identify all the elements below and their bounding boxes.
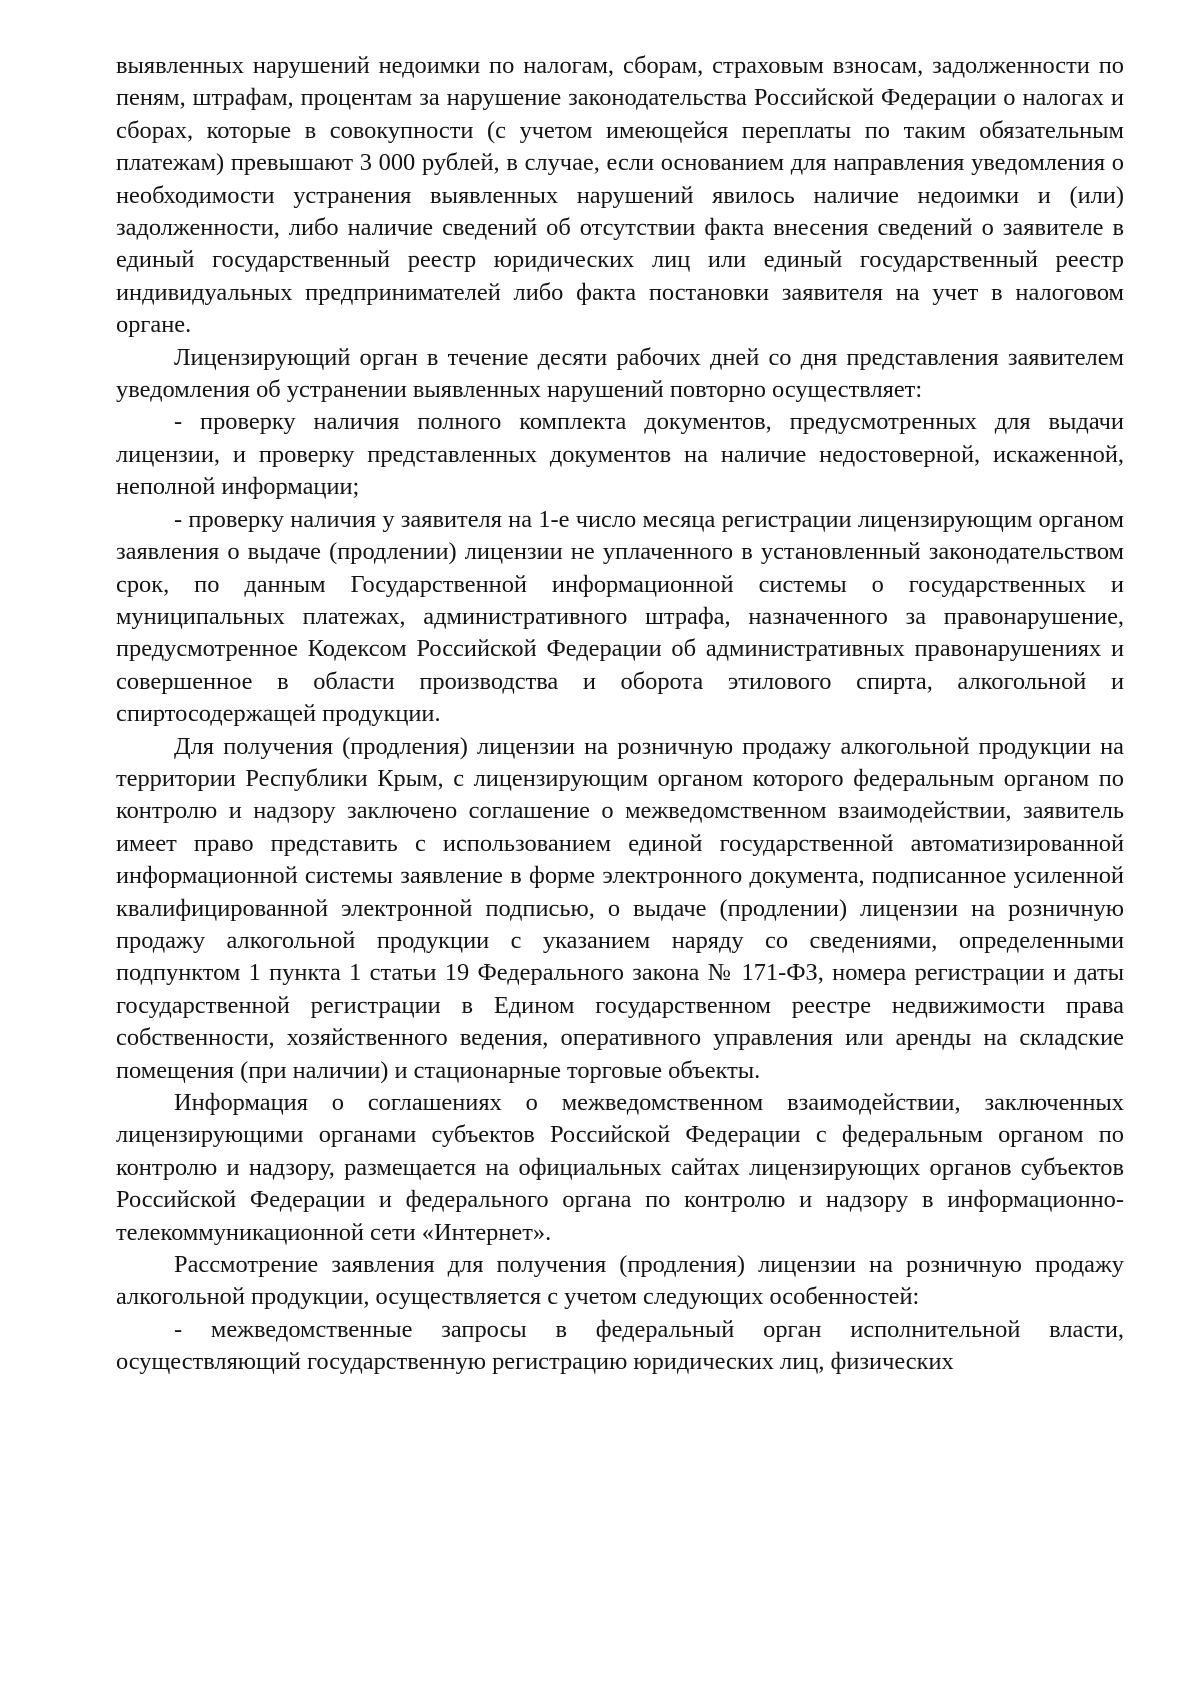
paragraph-agreements-info: Информация о соглашениях о межведомственном взаимодействии, заключенных лицензирующими органами субъектов Российской Федерации с федеральным органом по контролю и надзору, размещается на официальных сайтах лицензирующих органов субъектов Российской Федерации и федерального органа по контролю и надзору в информационно-телекоммуникационной сети «Интернет».: [116, 1089, 1124, 1246]
paragraph-interagency-requests: - межведомственные запросы в федеральный орган исполнительной власти, осуществляющий государственную регистрацию юридических лиц, физических: [116, 1315, 1124, 1376]
document-body: [116, 50, 1124, 1379]
paragraph-licensing-body-recheck: Лицензирующий орган в течение десяти рабочих дней со дня представления заявителем уведомления об устранении выявленных нарушений повторно осуществляет:: [116, 343, 1124, 404]
paragraph-continuation: выявленных нарушений недоимки по налогам, сборам, страховым взносам, задолженности по пеням, штрафам, процентам за нарушение законодательства Российской Федерации о налогах и сборах, которые в совокупности (с учетом имеющейся переплаты по таким обязательным платежам) превышают 3 000 рублей, в случае, если основанием для направления уведомления о необходимости устранения выявленных нарушений явилось наличие недоимки и (или) задолженности, либо наличие сведений об отсутствии факта внесения сведений о заявителе в единый государственный реестр юридических лиц или единый государственный реестр индивидуальных предпринимателей либо факта постановки заявителя на учет в налоговом органе.: [116, 52, 1124, 339]
paragraph-document-completeness-check: - проверку наличия полного комплекта документов, предусмотренных для выдачи лицензии, и проверку представленных документов на наличие недостоверной, искаженной, неполной информации;: [116, 408, 1124, 501]
paragraph-crimea-license: Для получения (продления) лицензии на розничную продажу алкогольной продукции на территории Республики Крым, с лицензирующим органом которого федеральным органом по контролю и надзору заключено соглашение о межведомственном взаимодействии, заявитель имеет право представить с использованием единой государственной автоматизированной информационной системы заявление в форме электронного документа, подписанное усиленной квалифицированной электронной подписью, о выдаче (продлении) лицензии на розничную продажу алкогольной продукции с указанием наряду со сведениями, определенными подпунктом 1 пункта 1 статьи 19 Федерального закона № 171-ФЗ, номера регистрации и даты государственной регистрации в Едином государственном реестре недвижимости права собственности, хозяйственного ведения, оперативного управления или аренды на складские помещения (при наличии) и стационарные торговые объекты.: [116, 732, 1124, 1084]
paragraph-application-review: Рассмотрение заявления для получения (продления) лицензии на розничную продажу алкогольной продукции, осуществляется с учетом следующих особенностей:: [116, 1251, 1124, 1311]
paragraph-fine-check: - проверку наличия у заявителя на 1-е число месяца регистрации лицензирующим органом заявления о выдаче (продлении) лицензии не уплаченного в установленный законодательством срок, по данным Государственной информационной системы о государственных и муниципальных платежах, административного штрафа, назначенного за правонарушение, предусмотренное Кодексом Российской Федерации об административных правонарушениях и совершенное в области производства и оборота этилового спирта, алкогольной и спиртосодержащей продукции.: [116, 505, 1124, 728]
